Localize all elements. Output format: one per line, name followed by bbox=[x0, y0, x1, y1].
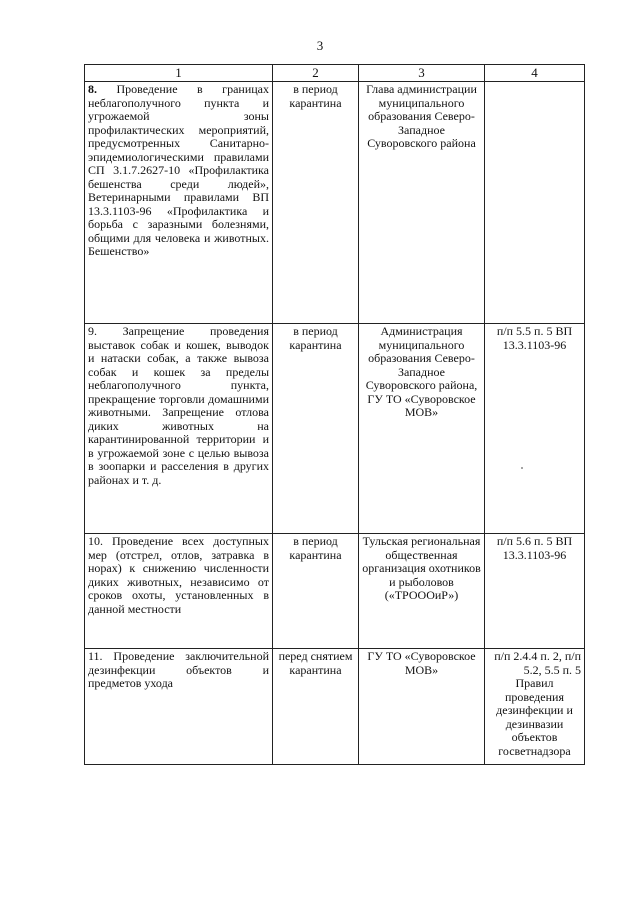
measure-text: Проведение всех доступных мер (отстрел, отлов, затравка в норах) к снижению численности диких животных, независимо от сроков охоты, установленных в данной местности bbox=[88, 534, 269, 616]
column-header-2: 2 bbox=[273, 65, 359, 82]
measure-cell bbox=[85, 82, 273, 324]
responsible-cell: Администрация муниципального образования Северо-Западное Суворовского района, ГУ ТО «Суворовское МОВ» bbox=[359, 324, 485, 534]
period-cell: перед снятием карантина bbox=[273, 649, 359, 765]
measure-cell bbox=[85, 534, 273, 649]
responsible-cell: Тульская региональная общественная организация охотников и рыболовов («ТРОООиР») bbox=[359, 534, 485, 649]
row-number: 11. bbox=[88, 649, 103, 663]
responsible-cell: ГУ ТО «Суворовское МОВ» bbox=[359, 649, 485, 765]
row-number: 9. bbox=[88, 324, 97, 338]
measure-text: Проведение в границах неблагополучного пункта и угрожаемой зоны профилактических мероприятий, предусмотренных Санитарно-эпидемиологическими правилами СП 3.1.7.2627-10 «Профилактика бешенства среди людей», Ветеринарными правилами ВП 13.3.1103-96 «Профилактика и борьба с заразными болезнями, общими для человека и животных. Бешенство» bbox=[88, 82, 269, 258]
table-row bbox=[85, 649, 585, 765]
table-row bbox=[85, 534, 585, 649]
measure-text: Запрещение проведения выставок собак и кошек, выводок и натаски собак, а также вывоза собак и кошек за пределы неблагополучного пункта, прекращение торговли домашними животными. Запрещение отлова диких животных на карантинированной территории и в угрожаемой зоне с целью вывоза в зоопарки и расселения в других районах и т. д. bbox=[88, 324, 269, 487]
table-row bbox=[85, 324, 585, 534]
measure-text: Проведение заключительной дезинфекции объектов и предметов ухода bbox=[88, 649, 269, 690]
reference-cell: п/п 5.6 п. 5 ВП 13.3.1103-96 bbox=[485, 534, 585, 649]
measure-cell bbox=[85, 649, 273, 765]
period-cell: в период карантина bbox=[273, 82, 359, 324]
period-cell: в период карантина bbox=[273, 324, 359, 534]
reference-clauses: п/п 2.4.4 п. 2, п/п 5.2, 5.5 п. 5 bbox=[494, 649, 581, 677]
measures-table bbox=[84, 64, 585, 765]
row-number: 8. bbox=[88, 82, 97, 96]
responsible-cell: Глава администрации муниципального образования Северо-Западное Суворовского района bbox=[359, 82, 485, 324]
page-number: 3 bbox=[316, 38, 324, 53]
table-header-row bbox=[85, 65, 585, 82]
reference-document: Правил проведения дезинфекции и дезинвазии объектов госветнадзора bbox=[496, 676, 573, 758]
reference-cell bbox=[485, 649, 585, 765]
column-header-3: 3 bbox=[359, 65, 485, 82]
measure-cell bbox=[85, 324, 273, 534]
reference-cell: п/п 5.5 п. 5 ВП 13.3.1103-96 bbox=[485, 324, 585, 534]
period-cell: в период карантина bbox=[273, 534, 359, 649]
scan-speck bbox=[521, 467, 523, 469]
row-number: 10. bbox=[88, 534, 103, 548]
table-row bbox=[85, 82, 585, 324]
column-header-1: 1 bbox=[85, 65, 273, 82]
column-header-4: 4 bbox=[485, 65, 585, 82]
reference-cell bbox=[485, 82, 585, 324]
